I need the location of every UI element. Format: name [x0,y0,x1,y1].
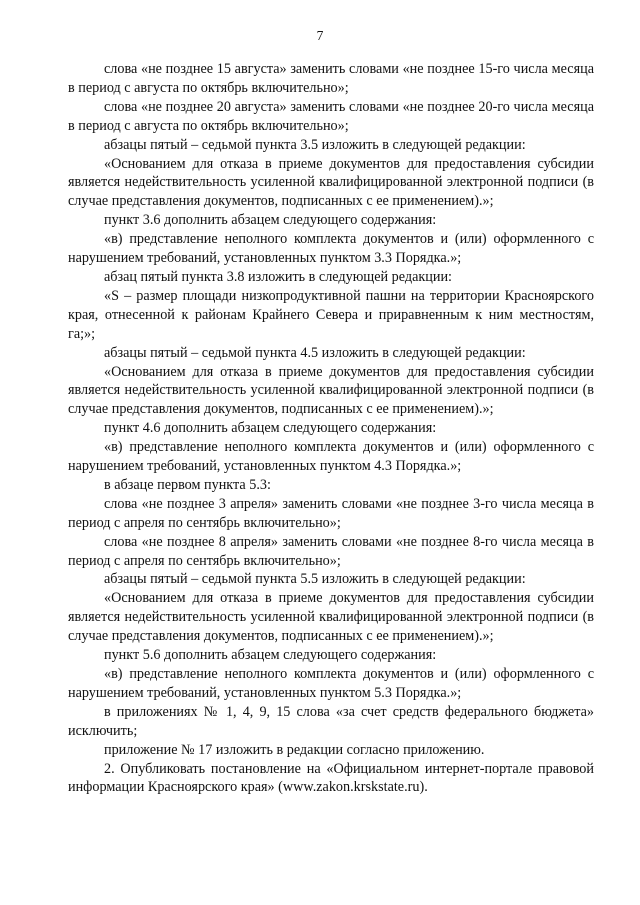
paragraph-9: абзацы пятый – седьмой пункта 4.5 изложить в следующей редакции: [104,344,526,361]
paragraph-21: приложение № 17 изложить в редакции согласно приложению. [104,741,485,758]
page-number: 7 [316,28,324,43]
paragraph-20: в приложениях № 1, 4, 9, 15 слова «за счет средств федерального бюджета» исключить; [68,703,594,739]
paragraph-12: «в) представление неполного комплекта документов и (или) оформленного с нарушением требований, установленных пунктом 4.3 Порядка.»; [68,439,594,475]
paragraph-13: в абзаце первом пункта 5.3: [104,476,271,493]
paragraph-3: абзацы пятый – седьмой пункта 3.5 изложить в следующей редакции: [104,136,526,153]
paragraph-18: пункт 5.6 дополнить абзацем следующего содержания: [104,647,437,664]
paragraph-17: «Основанием для отказа в приеме документов для предоставления субсидии является недействительность усиленной квалифицированной электронной подписи (в случае представления документов, подписанных с ее применением).»; [68,590,594,645]
paragraph-22: 2. Опубликовать постановление на «Официальном интернет-портале правовой информации Красноярского края» (www.zakon.krskstate.ru). [68,760,594,796]
paragraph-1: слова «не позднее 15 августа» заменить словами «не позднее 15-го числа месяца в период с августа по октябрь включительно»; [68,61,594,96]
paragraph-6: «в) представление неполного комплекта документов и (или) оформленного с нарушением требований, установленных пунктом 3.3 Порядка.»; [68,231,594,267]
paragraph-7: абзац пятый пункта 3.8 изложить в следующей редакции: [104,268,452,285]
paragraph-4: «Основанием для отказа в приеме документов для предоставления субсидии является недействительность усиленной квалифицированной электронной подписи (в случае представления документов, подписанных с ее применением).»; [68,155,594,210]
paragraph-2: слова «не позднее 20 августа» заменить словами «не позднее 20-го числа месяца в период с августа по октябрь включительно»; [68,98,594,134]
document-body [68,60,594,797]
paragraph-19: «в) представление неполного комплекта документов и (или) оформленного с нарушением требований, установленных пунктом 5.3 Порядка.»; [68,666,594,701]
paragraph-5: пункт 3.6 дополнить абзацем следующего содержания: [104,212,437,229]
paragraph-15: слова «не позднее 8 апреля» заменить словами «не позднее 8-го числа месяца в период с апреля по сентябрь включительно»; [68,533,594,569]
paragraph-8: «S – размер площади низкопродуктивной пашни на территории Красноярского края, отнесенной к районам Крайнего Севера и приравненным к ним местностям, га;»; [68,287,594,342]
paragraph-11: пункт 4.6 дополнить абзацем следующего содержания: [104,420,437,437]
paragraph-14: слова «не позднее 3 апреля» заменить словами «не позднее 3-го числа месяца в период с апреля по сентябрь включительно»; [68,495,594,531]
paragraph-10: «Основанием для отказа в приеме документов для предоставления субсидии является недействительность усиленной квалифицированной электронной подписи (в случае представления документов, подписанных с ее применением).»; [68,363,594,418]
paragraph-16: абзацы пятый – седьмой пункта 5.5 изложить в следующей редакции: [104,571,526,588]
